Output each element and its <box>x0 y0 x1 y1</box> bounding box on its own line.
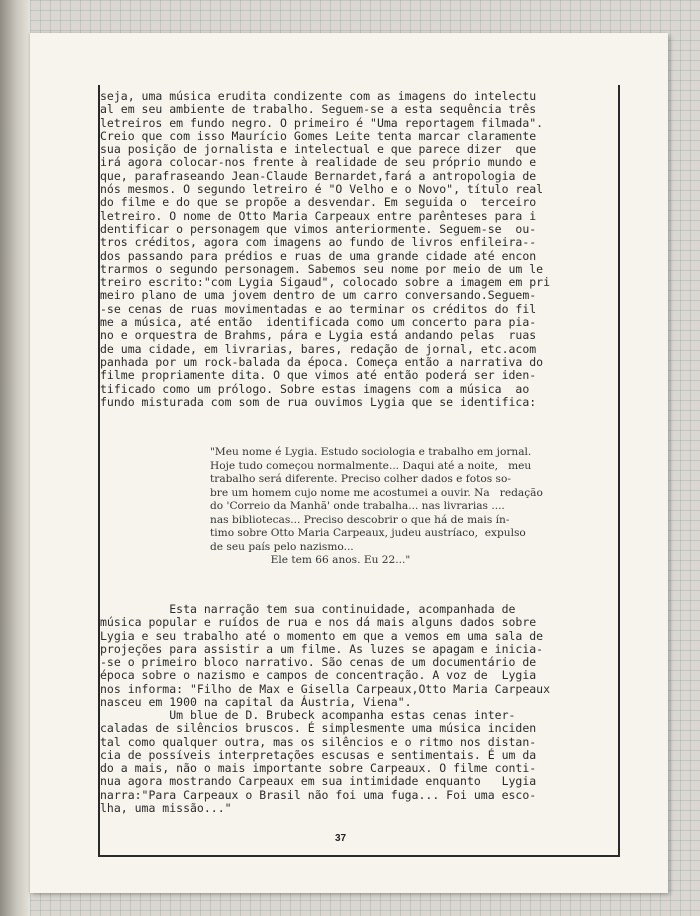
document-page <box>30 33 668 893</box>
paragraph-3: Um blue de D. Brubeck acompanha estas cenas inter- caladas de silêncios bruscos. É simplesmente uma música inciden tal como qualquer outra, mas os silêncios e o ritmo nos distan- cia de possíveis interpretações escusas e sentimentais. É um da do a mais, não o mais importante sobre Carpeaux. O filme conti- nua agora mostrando Carpeaux em sua intimidade enquanto Lygia narra:"Para Carpeaux o Brasil não foi uma fuga... Foi uma esco- lha, uma missão..." <box>100 708 537 816</box>
book-spine <box>0 0 30 916</box>
paragraph-2: Esta narração tem sua continuidade, acompanhada de música popular e ruídos de rua e nos dá mais alguns dados sobre Lygia e seu trabalho até o momento em que a vemos em uma sala de projeções para assistir a um filme. As luzes se apagam e inicia- -se o primeiro bloco narrativo. São cenas de um documentário de época sobre o nazismo e campos de concentração. A voz de Lygia nos informa: "Filho de Max e Gisella Carpeaux,Otto Maria Carpeaux nasceu em 1900 na capital da Áustria, Viena". <box>100 602 551 710</box>
quoted-narration: "Meu nome é Lygia. Estudo sociologia e trabalho em jornal. Hoje tudo começou normalmente... Daqui até a noite, meu trabalho será diferente. Preciso colher dados e fotos so- bre um homem cujo nome me acostumei a ouvir. Na redação do 'Correio da Manhã' onde trabalha... nas livrarias .... nas bibliotecas... Preciso descobrir o que há de mais ín- timo sobre Otto Maria Carpeaux, judeu austríaco, expulso de seu país pelo nazismo... Ele tem 66 anos. Eu 22..." <box>210 446 543 566</box>
paragraph-1: seja, uma música erudita condizente com as imagens do intelectu al em seu ambiente de trabalho. Seguem-se a esta sequência três letreiros em fundo negro. O primeiro é "Uma reportagem filmada". Creio que com isso Maurício Gomes Leite tenta marcar claramente sua posição de jornalista e intelectual e que parece dizer que irá agora colocar-nos frente à realidade de seu próprio mundo e que, parafraseando Jean-Claude Bernardet,fará a antropologia de nós mesmos. O segundo letreiro é "O Velho e o Novo", título real do filme e do que se propõe a desvendar. Em seguida o terceiro letreiro. O nome de Otto Maria Carpeaux entre parênteses para i dentificar o personagem que vimos anteriormente. Seguem-se ou- tros créditos, agora com imagens ao fundo de livros enfileira-- dos passando para prédios e ruas de uma grande cidade até encon trarmos o segundo personagem. Sabemos seu nome por meio de um le treiro escrito:"com Lygia Sigaud", colocado sobre a imagem em pri meiro plano de uma jovem dentro de um carro conversando.Seguem- -se cenas de ruas movimentadas e ao terminar os créditos do fil me a música, até então identificada como um concerto para pia- no e orquestra de Brahms, pára e Lygia está andando pelas ruas de uma cidade, em livrarias, bares, redação de jornal, etc.acom panhada por um rock-balada da época. Começa então a narrativa do filme propriamente dita. O que vimos até então poderá ser iden- tificado como um prólogo. Sobre estas imagens com a música ao fundo misturada com som de rua ouvimos Lygia que se identifica: <box>100 89 551 409</box>
page-number: 37 <box>335 833 347 844</box>
